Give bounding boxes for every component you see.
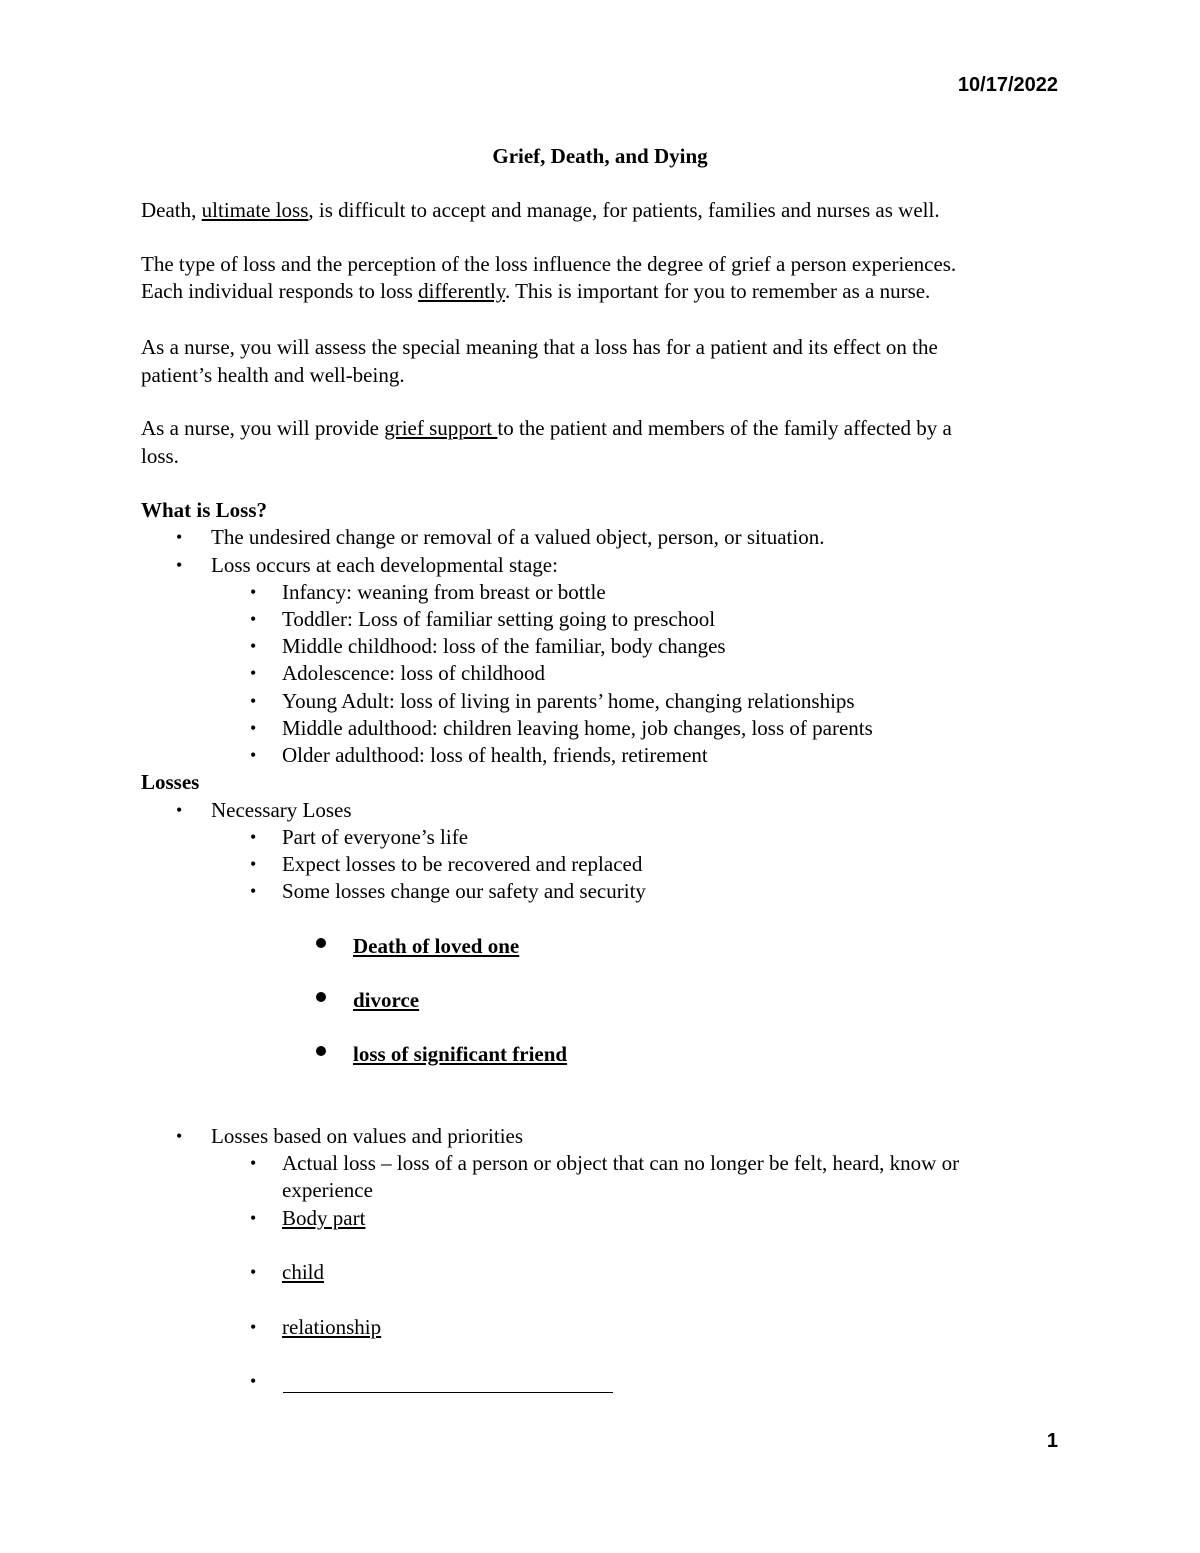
page-number: 1 (1046, 1430, 1058, 1452)
page-title: Grief, Death, and Dying (492, 144, 708, 168)
list-item-continuation: experience (282, 1178, 373, 1202)
intro-paragraph-2-line-2 (141, 278, 930, 305)
bullet-icon (316, 1046, 326, 1056)
text: As a nurse, you will provide (141, 416, 385, 440)
text: . This is important for you to remember as a nurse. (504, 279, 931, 303)
bullet-icon: • (250, 1317, 257, 1337)
list-item: relationship (282, 1315, 382, 1339)
list-item: Older adulthood: loss of health, friends, retirement (282, 743, 708, 767)
section-heading-what-is-loss: What is Loss? (141, 498, 268, 522)
list-item: Part of everyone’s life (282, 825, 469, 849)
intro-paragraph-4-line-1 (141, 415, 952, 442)
intro-paragraph-2-line-1: The type of loss and the perception of the loss influence the degree of grief a person experiences. (141, 252, 957, 276)
bullet-icon: • (176, 800, 183, 820)
intro-paragraph-3-line-2: patient’s health and well-being. (141, 363, 405, 387)
list-item: Middle childhood: loss of the familiar, body changes (282, 634, 726, 658)
bullet-icon: • (250, 1153, 257, 1173)
intro-paragraph-1 (141, 197, 940, 224)
header-date: 10/17/2022 (957, 74, 1058, 96)
bullet-icon (316, 938, 326, 948)
underlined-term: grief support (384, 416, 498, 440)
list-item: child (282, 1260, 324, 1284)
list-item: The undesired change or removal of a valued object, person, or situation. (211, 525, 825, 549)
bullet-icon: • (250, 1262, 257, 1282)
bullet-icon: • (250, 827, 257, 847)
underlined-term: differently (418, 279, 505, 303)
bullet-icon: • (250, 636, 257, 656)
text: to the patient and members of the family affected by a (497, 416, 952, 440)
bullet-icon: • (250, 881, 257, 901)
bullet-icon: • (176, 527, 183, 547)
list-item: Expect losses to be recovered and replaced (282, 852, 643, 876)
intro-paragraph-4-line-2: loss. (141, 444, 179, 468)
list-item: Body part (282, 1206, 366, 1230)
blank-answer-line (283, 1392, 613, 1393)
text: Each individual responds to loss (141, 279, 419, 303)
bullet-icon: • (176, 555, 183, 575)
bullet-icon (316, 992, 326, 1002)
bullet-icon: • (250, 663, 257, 683)
list-item: Loss occurs at each developmental stage: (211, 553, 558, 577)
section-heading-losses: Losses (141, 770, 200, 794)
bullet-icon: • (250, 691, 257, 711)
list-item: Actual loss – loss of a person or object that can no longer be felt, heard, know or (282, 1151, 960, 1175)
bullet-icon: • (250, 718, 257, 738)
text: Death, (141, 198, 202, 222)
list-item: Necessary Loses (211, 798, 352, 822)
bullet-icon: • (250, 609, 257, 629)
list-item: Some losses change our safety and security (282, 879, 646, 903)
list-item: Infancy: weaning from breast or bottle (282, 580, 606, 604)
list-item: Death of loved one (353, 934, 520, 958)
list-item: Toddler: Loss of familiar setting going to preschool (282, 607, 716, 631)
list-item: divorce (353, 988, 420, 1012)
list-item: loss of significant friend (353, 1042, 568, 1066)
bullet-icon: • (250, 582, 257, 602)
bullet-icon: • (250, 1208, 257, 1228)
list-item: Losses based on values and priorities (211, 1124, 524, 1148)
list-item: Middle adulthood: children leaving home, job changes, loss of parents (282, 716, 873, 740)
list-item: Young Adult: loss of living in parents’ home, changing relationships (282, 689, 855, 713)
list-item: Adolescence: loss of childhood (282, 661, 546, 685)
bullet-icon: • (176, 1126, 183, 1146)
intro-paragraph-3-line-1: As a nurse, you will assess the special meaning that a loss has for a patient and its effect on the (141, 335, 938, 359)
text: , is difficult to accept and manage, for patients, families and nurses as well. (308, 198, 940, 222)
bullet-icon: • (250, 854, 257, 874)
bullet-icon: • (250, 1371, 257, 1391)
underlined-term: ultimate loss (201, 198, 309, 222)
bullet-icon: • (250, 745, 257, 765)
